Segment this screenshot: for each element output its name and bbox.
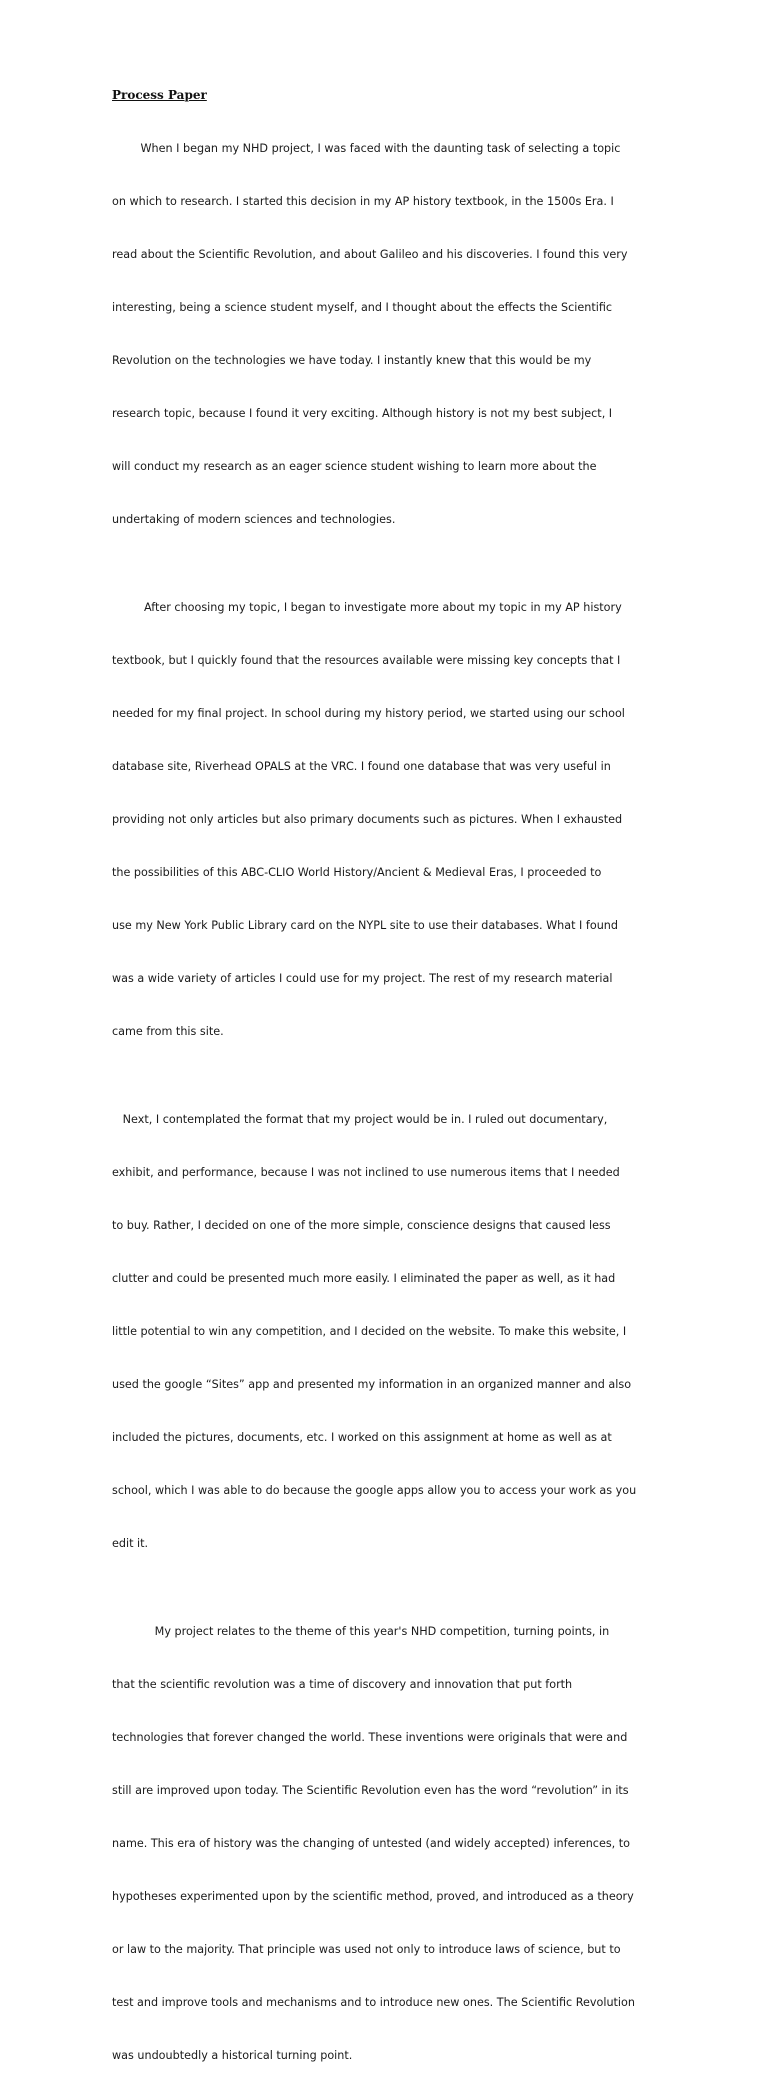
text-line: that the scientific revolution was a time of discovery and innovation that put forth xyxy=(112,1678,573,1692)
paragraph-2 xyxy=(112,564,660,1076)
text-line: providing not only articles but also primary documents such as pictures. When I exhausted xyxy=(112,813,623,827)
text-line: database site, Riverhead OPALS at the VRC. I found one database that was very useful in xyxy=(112,760,611,774)
text-line: hypotheses experimented upon by the scientific method, proved, and introduced as a theory xyxy=(112,1890,634,1904)
text-line: After choosing my topic, I began to investigate more about my topic in my AP history xyxy=(112,601,622,615)
text-line: interesting, being a science student myself, and I thought about the effects the Scientific xyxy=(112,301,613,315)
text-line: test and improve tools and mechanisms and to introduce new ones. The Scientific Revolution xyxy=(112,1996,635,2010)
text-line: exhibit, and performance, because I was not inclined to use numerous items that I needed xyxy=(112,1166,620,1180)
paragraph-1 xyxy=(112,105,660,564)
text-line: needed for my final project. In school during my history period, we started using our school xyxy=(112,707,625,721)
text-line: use my New York Public Library card on the NYPL site to use their databases. What I found xyxy=(112,919,618,933)
text-line: or law to the majority. That principle was used not only to introduce laws of science, but to xyxy=(112,1943,621,1957)
text-line: was a wide variety of articles I could use for my project. The rest of my research material xyxy=(112,972,613,986)
text-line: came from this site. xyxy=(112,1025,224,1039)
text-line: name. This era of history was the changing of untested (and widely accepted) inferences, to xyxy=(112,1837,631,1851)
document-body xyxy=(112,105,660,2100)
text-line: still are improved upon today. The Scientific Revolution even has the word “revolution” in its xyxy=(112,1784,629,1798)
text-line: Next, I contemplated the format that my project would be in. I ruled out documentary, xyxy=(112,1113,608,1127)
text-line: included the pictures, documents, etc. I worked on this assignment at home as well as at xyxy=(112,1431,612,1445)
text-line: read about the Scientific Revolution, and about Galileo and his discoveries. I found this very xyxy=(112,248,628,262)
text-line: research topic, because I found it very exciting. Although history is not my best subject, I xyxy=(112,407,613,421)
text-line: little potential to win any competition, and I decided on the website. To make this website, I xyxy=(112,1325,627,1339)
text-line: technologies that forever changed the world. These inventions were originals that were and xyxy=(112,1731,628,1745)
paragraph-4 xyxy=(112,1588,660,2100)
text-line: school, which I was able to do because the google apps allow you to access your work as you xyxy=(112,1484,637,1498)
text-line: undertaking of modern sciences and technologies. xyxy=(112,513,396,527)
text-line: was undoubtedly a historical turning point. xyxy=(112,2049,353,2063)
text-line: on which to research. I started this decision in my AP history textbook, in the 1500s Era. I xyxy=(112,195,614,209)
text-line: clutter and could be presented much more easily. I eliminated the paper as well, as it had xyxy=(112,1272,616,1286)
paragraph-3 xyxy=(112,1076,660,1588)
text-line: edit it. xyxy=(112,1537,149,1551)
document-title: Process Paper xyxy=(112,88,207,102)
text-line: used the google “Sites” app and presented my information in an organized manner and also xyxy=(112,1378,632,1392)
text-line: to buy. Rather, I decided on one of the more simple, conscience designs that caused less xyxy=(112,1219,611,1233)
text-line: My project relates to the theme of this year's NHD competition, turning points, in xyxy=(112,1625,610,1639)
text-line: will conduct my research as an eager science student wishing to learn more about the xyxy=(112,460,597,474)
text-line: Revolution on the technologies we have today. I instantly knew that this would be my xyxy=(112,354,592,368)
text-line: When I began my NHD project, I was faced with the daunting task of selecting a topic xyxy=(112,142,621,156)
text-line: textbook, but I quickly found that the resources available were missing key concepts that I xyxy=(112,654,621,668)
text-line: the possibilities of this ABC-CLIO World History/Ancient & Medieval Eras, I proceeded to xyxy=(112,866,602,880)
